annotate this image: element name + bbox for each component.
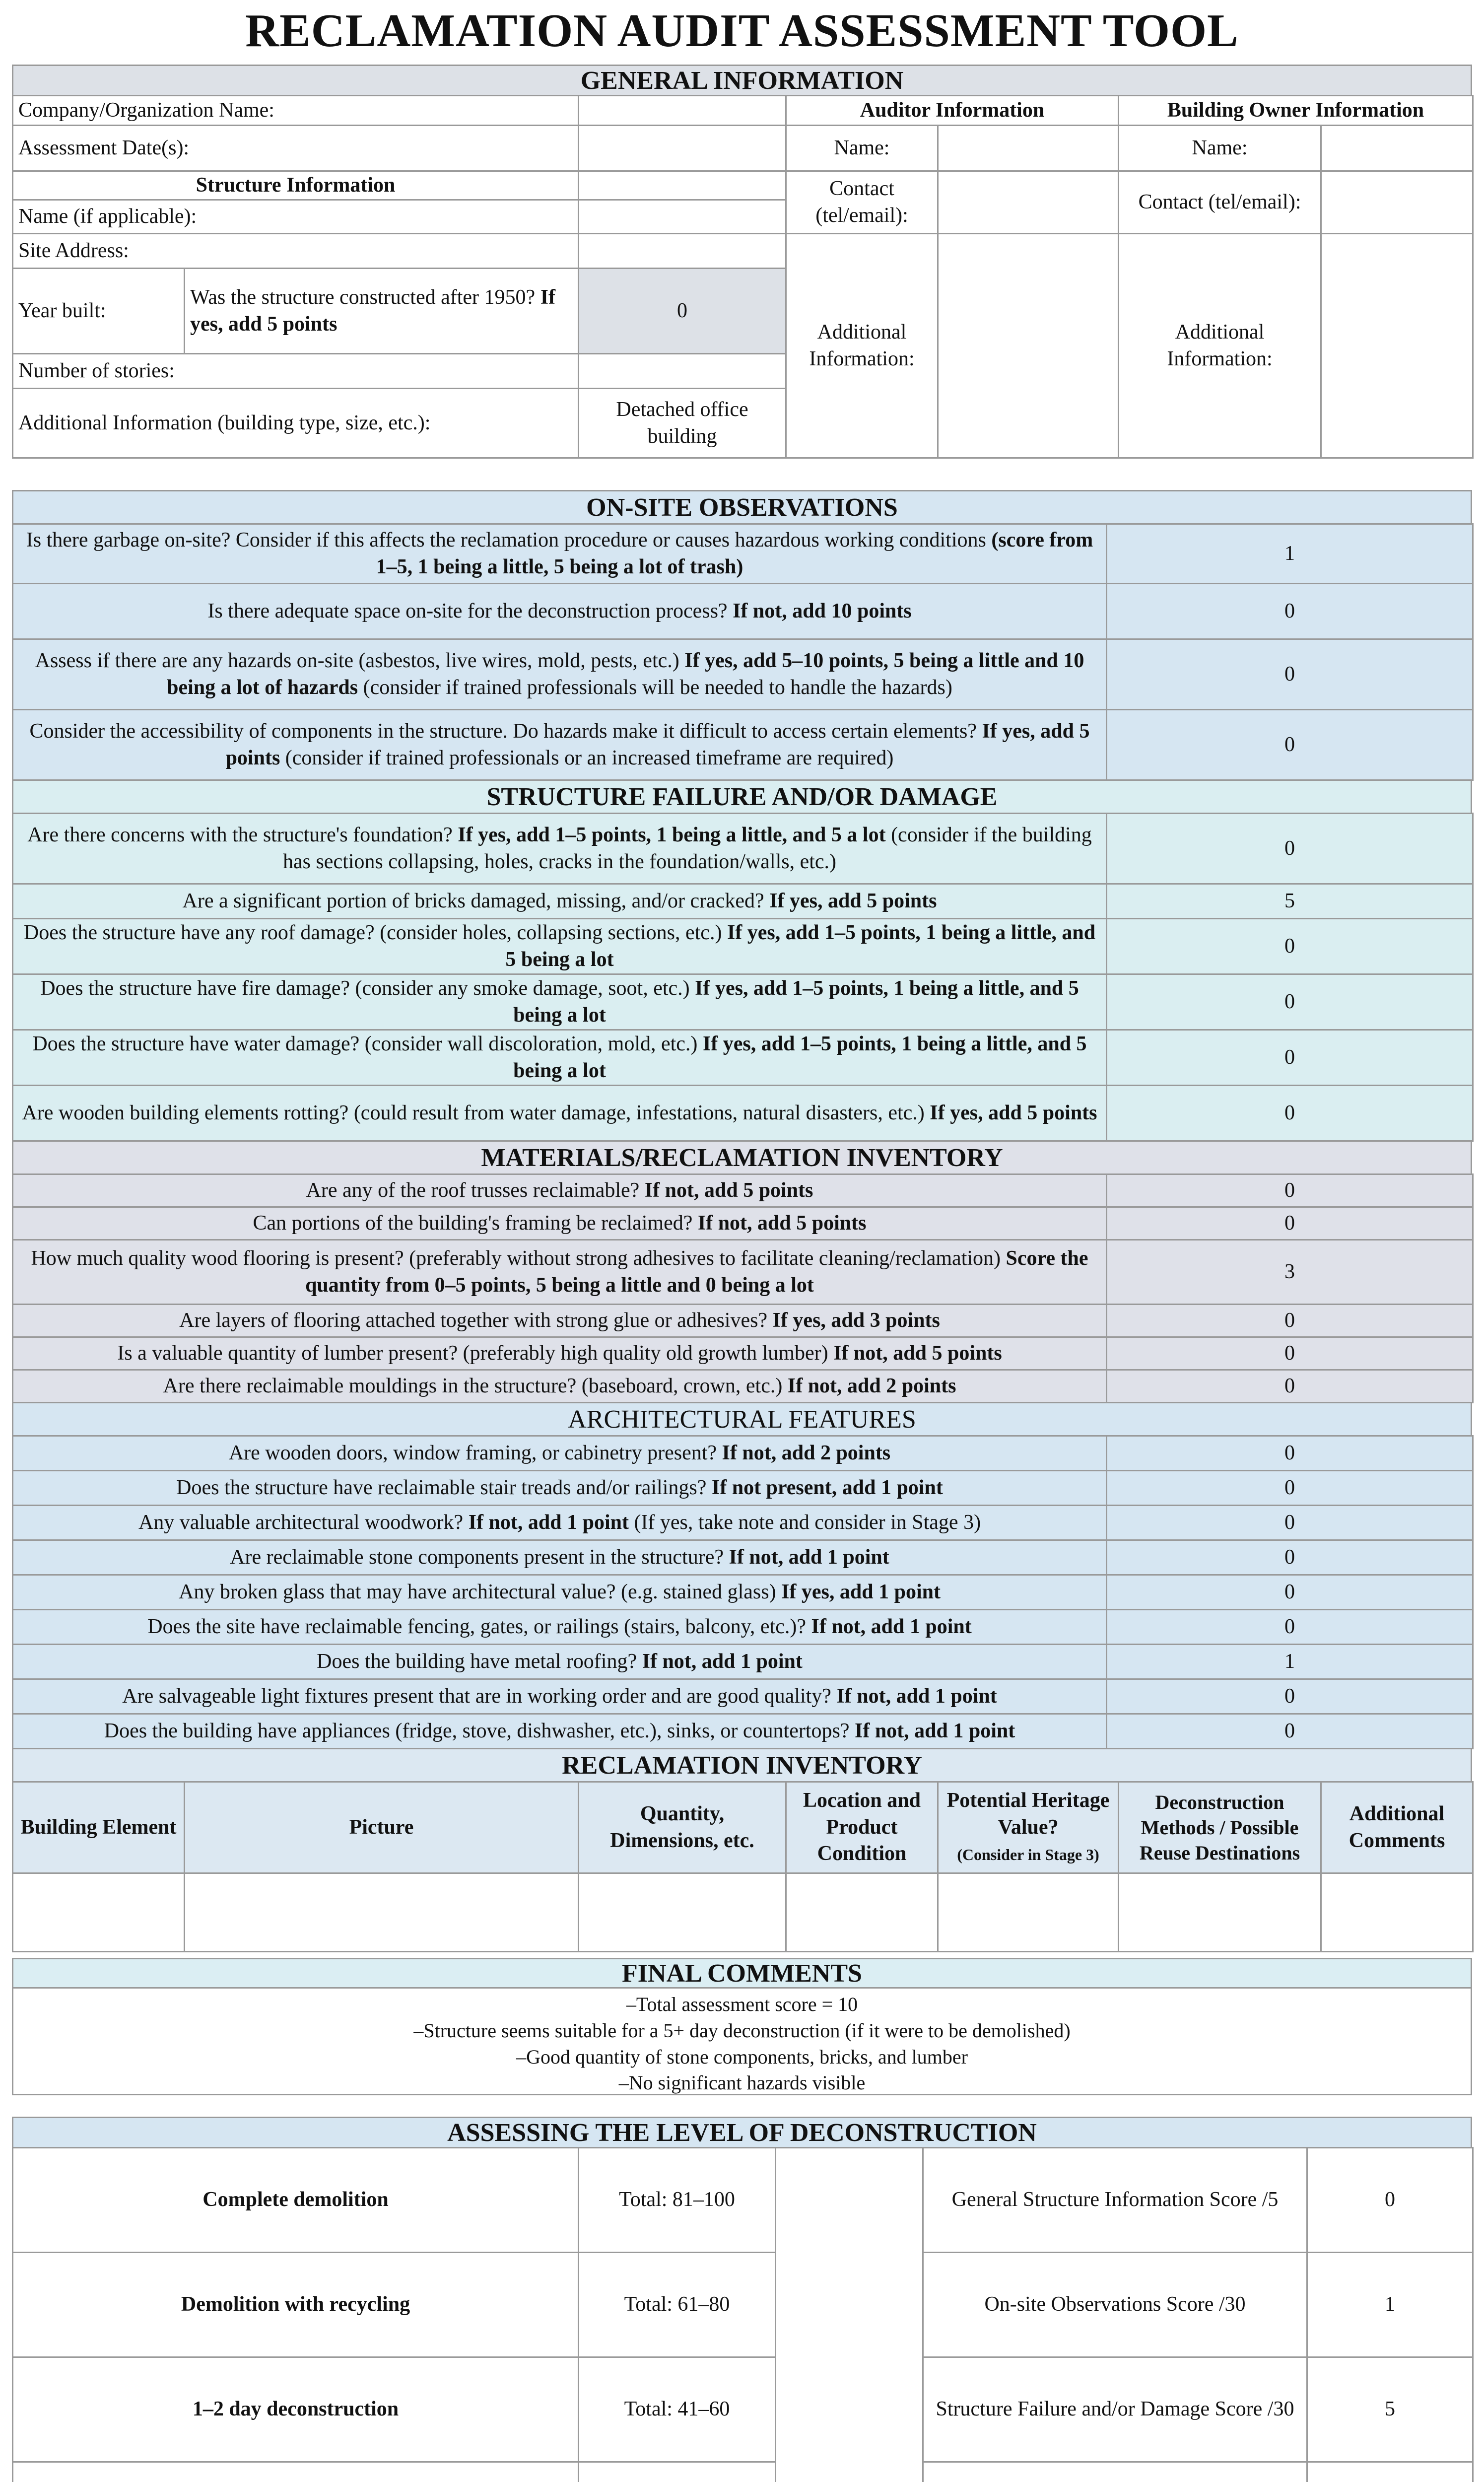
- question-points: If yes, add 5 points: [769, 889, 937, 912]
- auditor-name-label: Name:: [786, 126, 938, 171]
- question-points: If not, add 1 point: [854, 1719, 1015, 1742]
- materials-question: [13, 1207, 1107, 1240]
- level-range: Total: 81–100: [579, 2148, 776, 2253]
- inventory-cell[interactable]: [13, 1873, 185, 1952]
- section-score-row: [923, 2253, 1473, 2357]
- question-points: If not, add 1 point: [836, 1684, 997, 1708]
- question-text: Any valuable architectural woodwork?: [138, 1511, 464, 1534]
- materials-row: [13, 1240, 1473, 1305]
- failure-question: [13, 974, 1107, 1030]
- onsite-header: ON-SITE OBSERVATIONS: [12, 490, 1472, 525]
- question-points: If not, add 1 point: [468, 1511, 629, 1534]
- onsite-score[interactable]: 0: [1107, 639, 1473, 710]
- materials-question: [13, 1370, 1107, 1403]
- materials-score[interactable]: 0: [1107, 1305, 1473, 1337]
- question-points: If yes, add 1 point: [781, 1580, 941, 1603]
- question-text: Does the structure have any roof damage? (consider holes, collapsing sections, etc.): [23, 921, 722, 944]
- stories-field[interactable]: [579, 354, 786, 389]
- level-range: Total: 41–60: [579, 2357, 776, 2462]
- question-text: Consider the accessibility of components in the structure. Do hazards make it difficult to access certain elements?: [29, 719, 977, 743]
- question-points: If not, add 5 points: [644, 1178, 813, 1202]
- architectural-row: [13, 1714, 1473, 1749]
- inventory-table: [12, 1781, 1474, 1952]
- question-text: Assess if there are any hazards on-site (asbestos, live wires, mold, pests, etc.): [35, 649, 679, 672]
- inventory-cell[interactable]: [579, 1873, 786, 1952]
- company-label: Company/Organization Name:: [13, 96, 579, 126]
- inventory-col-comments: Additional Comments: [1321, 1782, 1473, 1873]
- architectural-question: [13, 1714, 1107, 1749]
- failure-row: [13, 1030, 1473, 1086]
- onsite-question: [13, 584, 1107, 639]
- failure-score[interactable]: 0: [1107, 1030, 1473, 1086]
- heritage-label: Potential Heritage Value?: [946, 1789, 1110, 1839]
- question-text: Does the structure have water damage? (consider wall discoloration, mold, etc.): [32, 1032, 698, 1055]
- materials-score[interactable]: 0: [1107, 1174, 1473, 1207]
- architectural-score[interactable]: 0: [1107, 1610, 1473, 1645]
- inventory-col-picture: Picture: [185, 1782, 579, 1873]
- materials-score[interactable]: 0: [1107, 1370, 1473, 1403]
- architectural-score[interactable]: 1: [1107, 1645, 1473, 1679]
- final-comment-line: –Total assessment score = 10: [626, 1993, 858, 2015]
- question-note: (If yes, take note and consider in Stage 3): [634, 1511, 981, 1534]
- inventory-cell[interactable]: [1321, 1873, 1473, 1952]
- failure-score[interactable]: 0: [1107, 974, 1473, 1030]
- failure-table: [12, 813, 1474, 1142]
- final-comments-header: FINAL COMMENTS: [12, 1958, 1472, 1989]
- section-score-value[interactable]: [1307, 2462, 1473, 2482]
- architectural-question: [13, 1471, 1107, 1506]
- onsite-score[interactable]: 0: [1107, 584, 1473, 639]
- section-score-row: [923, 2148, 1473, 2253]
- question-points: If yes, add 1–5 points, 1 being a little, and 5 a lot: [458, 823, 886, 846]
- owner-name-label: Name:: [1119, 126, 1321, 171]
- failure-score[interactable]: 0: [1107, 1086, 1473, 1141]
- question-text: Are wooden building elements rotting? (could result from water damage, infestations, natural disasters, etc.): [22, 1101, 925, 1124]
- materials-row: [13, 1370, 1473, 1403]
- architectural-question: [13, 1575, 1107, 1610]
- owner-name-field[interactable]: [1321, 126, 1473, 171]
- section-score-row: [923, 2462, 1473, 2482]
- question-text: Is a valuable quantity of lumber present? (preferably high quality old growth lumber): [117, 1341, 828, 1365]
- auditor-contact-field[interactable]: [938, 171, 1119, 234]
- structure-spacer: [579, 171, 786, 200]
- onsite-score[interactable]: 1: [1107, 524, 1473, 584]
- architectural-question: [13, 1506, 1107, 1540]
- materials-question: [13, 1337, 1107, 1370]
- question-points: Score the quantity from 0–5 points, 5 being a little and 0 being a lot: [305, 1246, 1088, 1297]
- section-score-label: General Structure Information Score /5: [923, 2148, 1307, 2253]
- architectural-score[interactable]: 0: [1107, 1540, 1473, 1575]
- scores-table: [922, 2147, 1474, 2482]
- failure-row: [13, 814, 1473, 884]
- question-points: If not, add 5 points: [697, 1211, 867, 1235]
- section-score-label: [923, 2462, 1307, 2482]
- question-text: Is there adequate space on-site for the deconstruction process?: [207, 599, 728, 622]
- architectural-row: [13, 1436, 1473, 1471]
- level-row: [13, 2357, 776, 2462]
- materials-row: [13, 1207, 1473, 1240]
- assessing-header: ASSESSING THE LEVEL OF DECONSTRUCTION: [12, 2117, 1472, 2148]
- level-row: [13, 2148, 776, 2253]
- failure-question: [13, 814, 1107, 884]
- year-question: [185, 269, 579, 354]
- question-text: Does the building have metal roofing?: [317, 1650, 637, 1673]
- question-text: Does the building have appliances (fridge, stove, dishwasher, etc.), sinks, or countertops?: [104, 1719, 850, 1742]
- inventory-cell[interactable]: [786, 1873, 938, 1952]
- assessment-dates-field[interactable]: [579, 126, 786, 171]
- question-text: Are any of the roof trusses reclaimable?: [306, 1178, 640, 1202]
- question-text: Are there reclaimable mouldings in the structure? (baseboard, crown, etc.): [163, 1374, 783, 1397]
- architectural-score[interactable]: 0: [1107, 1575, 1473, 1610]
- failure-question: [13, 919, 1107, 974]
- question-points: If yes, add 5 points: [225, 719, 1090, 769]
- section-score-row: [923, 2357, 1473, 2462]
- materials-score[interactable]: 0: [1107, 1207, 1473, 1240]
- section-score-value[interactable]: 5: [1307, 2357, 1473, 2462]
- site-address-field[interactable]: [579, 234, 786, 269]
- question-text: Are wooden doors, window framing, or cabinetry present?: [228, 1441, 717, 1464]
- architectural-score[interactable]: 0: [1107, 1471, 1473, 1506]
- architectural-header: ARCHITECTURAL FEATURES: [12, 1402, 1472, 1437]
- question-points: If not, add 5 points: [833, 1341, 1002, 1365]
- failure-question: [13, 884, 1107, 919]
- architectural-question: [13, 1540, 1107, 1575]
- final-comment-line: –Good quantity of stone components, bricks, and lumber: [516, 2045, 968, 2068]
- onsite-question: [13, 639, 1107, 710]
- level-range: Total: 61–80: [579, 2253, 776, 2357]
- failure-row: [13, 1086, 1473, 1141]
- section-score-value[interactable]: 0: [1307, 2148, 1473, 2253]
- question-text: How much quality wood flooring is present? (preferably without strong adhesives to facilitate cleaning/reclamation): [31, 1246, 1001, 1270]
- failure-row: [13, 884, 1473, 919]
- architectural-question: [13, 1436, 1107, 1471]
- site-address-label: Site Address:: [13, 234, 579, 269]
- materials-row: [13, 1174, 1473, 1207]
- level-name: 1–2 day deconstruction: [13, 2357, 579, 2462]
- architectural-score[interactable]: 0: [1107, 1436, 1473, 1471]
- auditor-contact-label: Contact (tel/email):: [786, 171, 938, 234]
- materials-row: [13, 1337, 1473, 1370]
- year-score[interactable]: 0: [579, 269, 786, 354]
- question-text: Can portions of the building's framing be reclaimed?: [253, 1211, 693, 1235]
- inventory-header: RECLAMATION INVENTORY: [12, 1748, 1472, 1783]
- question-note: (consider if trained professionals will be needed to handle the hazards): [363, 676, 952, 699]
- section-score-label: Structure Failure and/or Damage Score /30: [923, 2357, 1307, 2462]
- page-title: RECLAMATION AUDIT ASSESSMENT TOOL: [245, 5, 1239, 57]
- architectural-row: [13, 1471, 1473, 1506]
- year-built-label: Year built:: [13, 269, 185, 354]
- onsite-score[interactable]: 0: [1107, 710, 1473, 780]
- question-text: Is there garbage on-site? Consider if this affects the reclamation procedure or causes hazardous working conditions: [26, 528, 986, 552]
- architectural-row: [13, 1575, 1473, 1610]
- question-text: Are a significant portion of bricks damaged, missing, and/or cracked?: [182, 889, 764, 912]
- question-text: Does the structure have reclaimable stair treads and/or railings?: [176, 1476, 707, 1499]
- question-points: If not, add 1 point: [811, 1615, 972, 1638]
- architectural-row: [13, 1506, 1473, 1540]
- onsite-row: [13, 584, 1473, 639]
- inventory-col-deconstruction: Deconstruction Methods / Possible Reuse Destinations: [1119, 1782, 1321, 1873]
- failure-header: STRUCTURE FAILURE AND/OR DAMAGE: [12, 779, 1472, 814]
- question-points: If yes, add 3 points: [772, 1309, 940, 1332]
- structure-name-label: Name (if applicable):: [13, 200, 579, 234]
- question-points: If yes, add 5 points: [930, 1101, 1097, 1124]
- materials-table: [12, 1173, 1474, 1403]
- inventory-col-location: Location and Product Condition: [786, 1782, 938, 1873]
- final-comment-line: –Structure seems suitable for a 5+ day deconstruction (if it were to be demolished): [413, 2019, 1071, 2042]
- final-comments-box[interactable]: [12, 1987, 1472, 2095]
- section-score-value[interactable]: 1: [1307, 2253, 1473, 2357]
- question-points: If yes, add 1–5 points, 1 being a little, and 5 being a lot: [505, 921, 1096, 971]
- year-question-text: Was the structure constructed after 1950?: [190, 285, 536, 309]
- architectural-score[interactable]: 0: [1107, 1679, 1473, 1714]
- year-question-points: If yes, add 5 points: [190, 285, 556, 336]
- materials-row: [13, 1305, 1473, 1337]
- question-points: If not, add 2 points: [787, 1374, 956, 1397]
- company-field[interactable]: [579, 96, 786, 126]
- general-information-header: GENERAL INFORMATION: [12, 65, 1472, 96]
- failure-score[interactable]: 0: [1107, 919, 1473, 974]
- auditor-name-field[interactable]: [938, 126, 1119, 171]
- inventory-cell[interactable]: [1119, 1873, 1321, 1952]
- question-text: Any broken glass that may have architectural value? (e.g. stained glass): [179, 1580, 776, 1603]
- structure-name-field[interactable]: [579, 200, 786, 234]
- onsite-row: [13, 639, 1473, 710]
- onsite-question: [13, 524, 1107, 584]
- section-score-label: On-site Observations Score /30: [923, 2253, 1307, 2357]
- question-points: If not, add 2 points: [722, 1441, 891, 1464]
- question-text: Are there concerns with the structure's foundation?: [27, 823, 453, 846]
- level-row: [13, 2462, 776, 2482]
- architectural-score[interactable]: 0: [1107, 1714, 1473, 1749]
- onsite-row: [13, 524, 1473, 584]
- architectural-row: [13, 1645, 1473, 1679]
- level-name: [13, 2462, 579, 2482]
- architectural-row: [13, 1610, 1473, 1645]
- scored-sections: [12, 490, 1472, 1952]
- failure-score[interactable]: 5: [1107, 884, 1473, 919]
- auditor-information-header: Auditor Information: [786, 96, 1119, 126]
- auditor-additional-label: Additional Information:: [786, 234, 938, 458]
- question-points: If yes, add 5–10 points, 5 being a little and 10 being a lot of hazards: [167, 649, 1084, 699]
- levels-table: [12, 2147, 776, 2482]
- architectural-score[interactable]: 0: [1107, 1506, 1473, 1540]
- inventory-col-building-element: Building Element: [13, 1782, 185, 1873]
- owner-contact-label: Contact (tel/email):: [1119, 171, 1321, 234]
- question-text: Are reclaimable stone components present in the structure?: [230, 1545, 724, 1569]
- additional-info-label: Additional Information (building type, size, etc.):: [13, 389, 579, 458]
- stories-label: Number of stories:: [13, 354, 579, 389]
- auditor-additional-field[interactable]: [938, 234, 1119, 458]
- owner-additional-field[interactable]: [1321, 234, 1473, 458]
- owner-information-header: Building Owner Information: [1119, 96, 1473, 126]
- question-points: If not, add 10 points: [733, 599, 912, 622]
- final-comment-line: –No significant hazards visible: [618, 2071, 866, 2094]
- question-text: Are layers of flooring attached together with strong glue or adhesives?: [179, 1309, 768, 1332]
- structure-information-header: Structure Information: [13, 171, 579, 200]
- question-text: Does the site have reclaimable fencing, gates, or railings (stairs, balcony, etc.)?: [147, 1615, 806, 1638]
- question-note: (consider if the building has sections collapsing, holes, cracks in the foundation/walls, etc.): [282, 823, 1092, 873]
- architectural-row: [13, 1540, 1473, 1575]
- materials-question: [13, 1305, 1107, 1337]
- architectural-question: [13, 1610, 1107, 1645]
- failure-row: [13, 919, 1473, 974]
- materials-header: MATERIALS/RECLAMATION INVENTORY: [12, 1140, 1472, 1175]
- architectural-question: [13, 1645, 1107, 1679]
- inventory-col-heritage: [938, 1782, 1119, 1873]
- failure-row: [13, 974, 1473, 1030]
- failure-score[interactable]: 0: [1107, 814, 1473, 884]
- question-points: If not present, add 1 point: [711, 1476, 943, 1499]
- level-name: Demolition with recycling: [13, 2253, 579, 2357]
- question-text: Does the structure have fire damage? (consider any smoke damage, soot, etc.): [40, 976, 690, 1000]
- architectural-question: [13, 1679, 1107, 1714]
- onsite-question: [13, 710, 1107, 780]
- materials-question: [13, 1174, 1107, 1207]
- architectural-table: [12, 1435, 1474, 1749]
- materials-score[interactable]: 0: [1107, 1337, 1473, 1370]
- assessment-dates-label: Assessment Date(s):: [13, 126, 579, 171]
- failure-question: [13, 1030, 1107, 1086]
- question-points: If yes, add 1–5 points, 1 being a little, and 5 being a lot: [513, 1032, 1087, 1082]
- owner-contact-field[interactable]: [1321, 171, 1473, 234]
- materials-question: [13, 1240, 1107, 1305]
- question-points: (score from 1–5, 1 being a little, 5 being a lot of trash): [376, 528, 1093, 578]
- inventory-col-quantity: Quantity, Dimensions, etc.: [579, 1782, 786, 1873]
- question-points: If not, add 1 point: [642, 1650, 803, 1673]
- general-information-table: [12, 95, 1474, 459]
- heritage-note: (Consider in Stage 3): [957, 1846, 1099, 1864]
- level-name: Complete demolition: [13, 2148, 579, 2253]
- additional-info-value[interactable]: Detached office building: [579, 389, 786, 458]
- level-row: [13, 2253, 776, 2357]
- level-range: [579, 2462, 776, 2482]
- architectural-row: [13, 1679, 1473, 1714]
- question-note: (consider if trained professionals or an increased timeframe are required): [285, 746, 894, 769]
- onsite-row: [13, 710, 1473, 780]
- question-text: Are salvageable light fixtures present that are in working order and are good quality?: [122, 1684, 831, 1708]
- inventory-cell[interactable]: [938, 1873, 1119, 1952]
- owner-additional-label: Additional Information:: [1119, 234, 1321, 458]
- inventory-cell[interactable]: [185, 1873, 579, 1952]
- onsite-table: [12, 523, 1474, 781]
- materials-score[interactable]: 3: [1107, 1240, 1473, 1305]
- failure-question: [13, 1086, 1107, 1141]
- question-points: If not, add 1 point: [729, 1545, 889, 1569]
- question-points: If yes, add 1–5 points, 1 being a little, and 5 being a lot: [513, 976, 1079, 1027]
